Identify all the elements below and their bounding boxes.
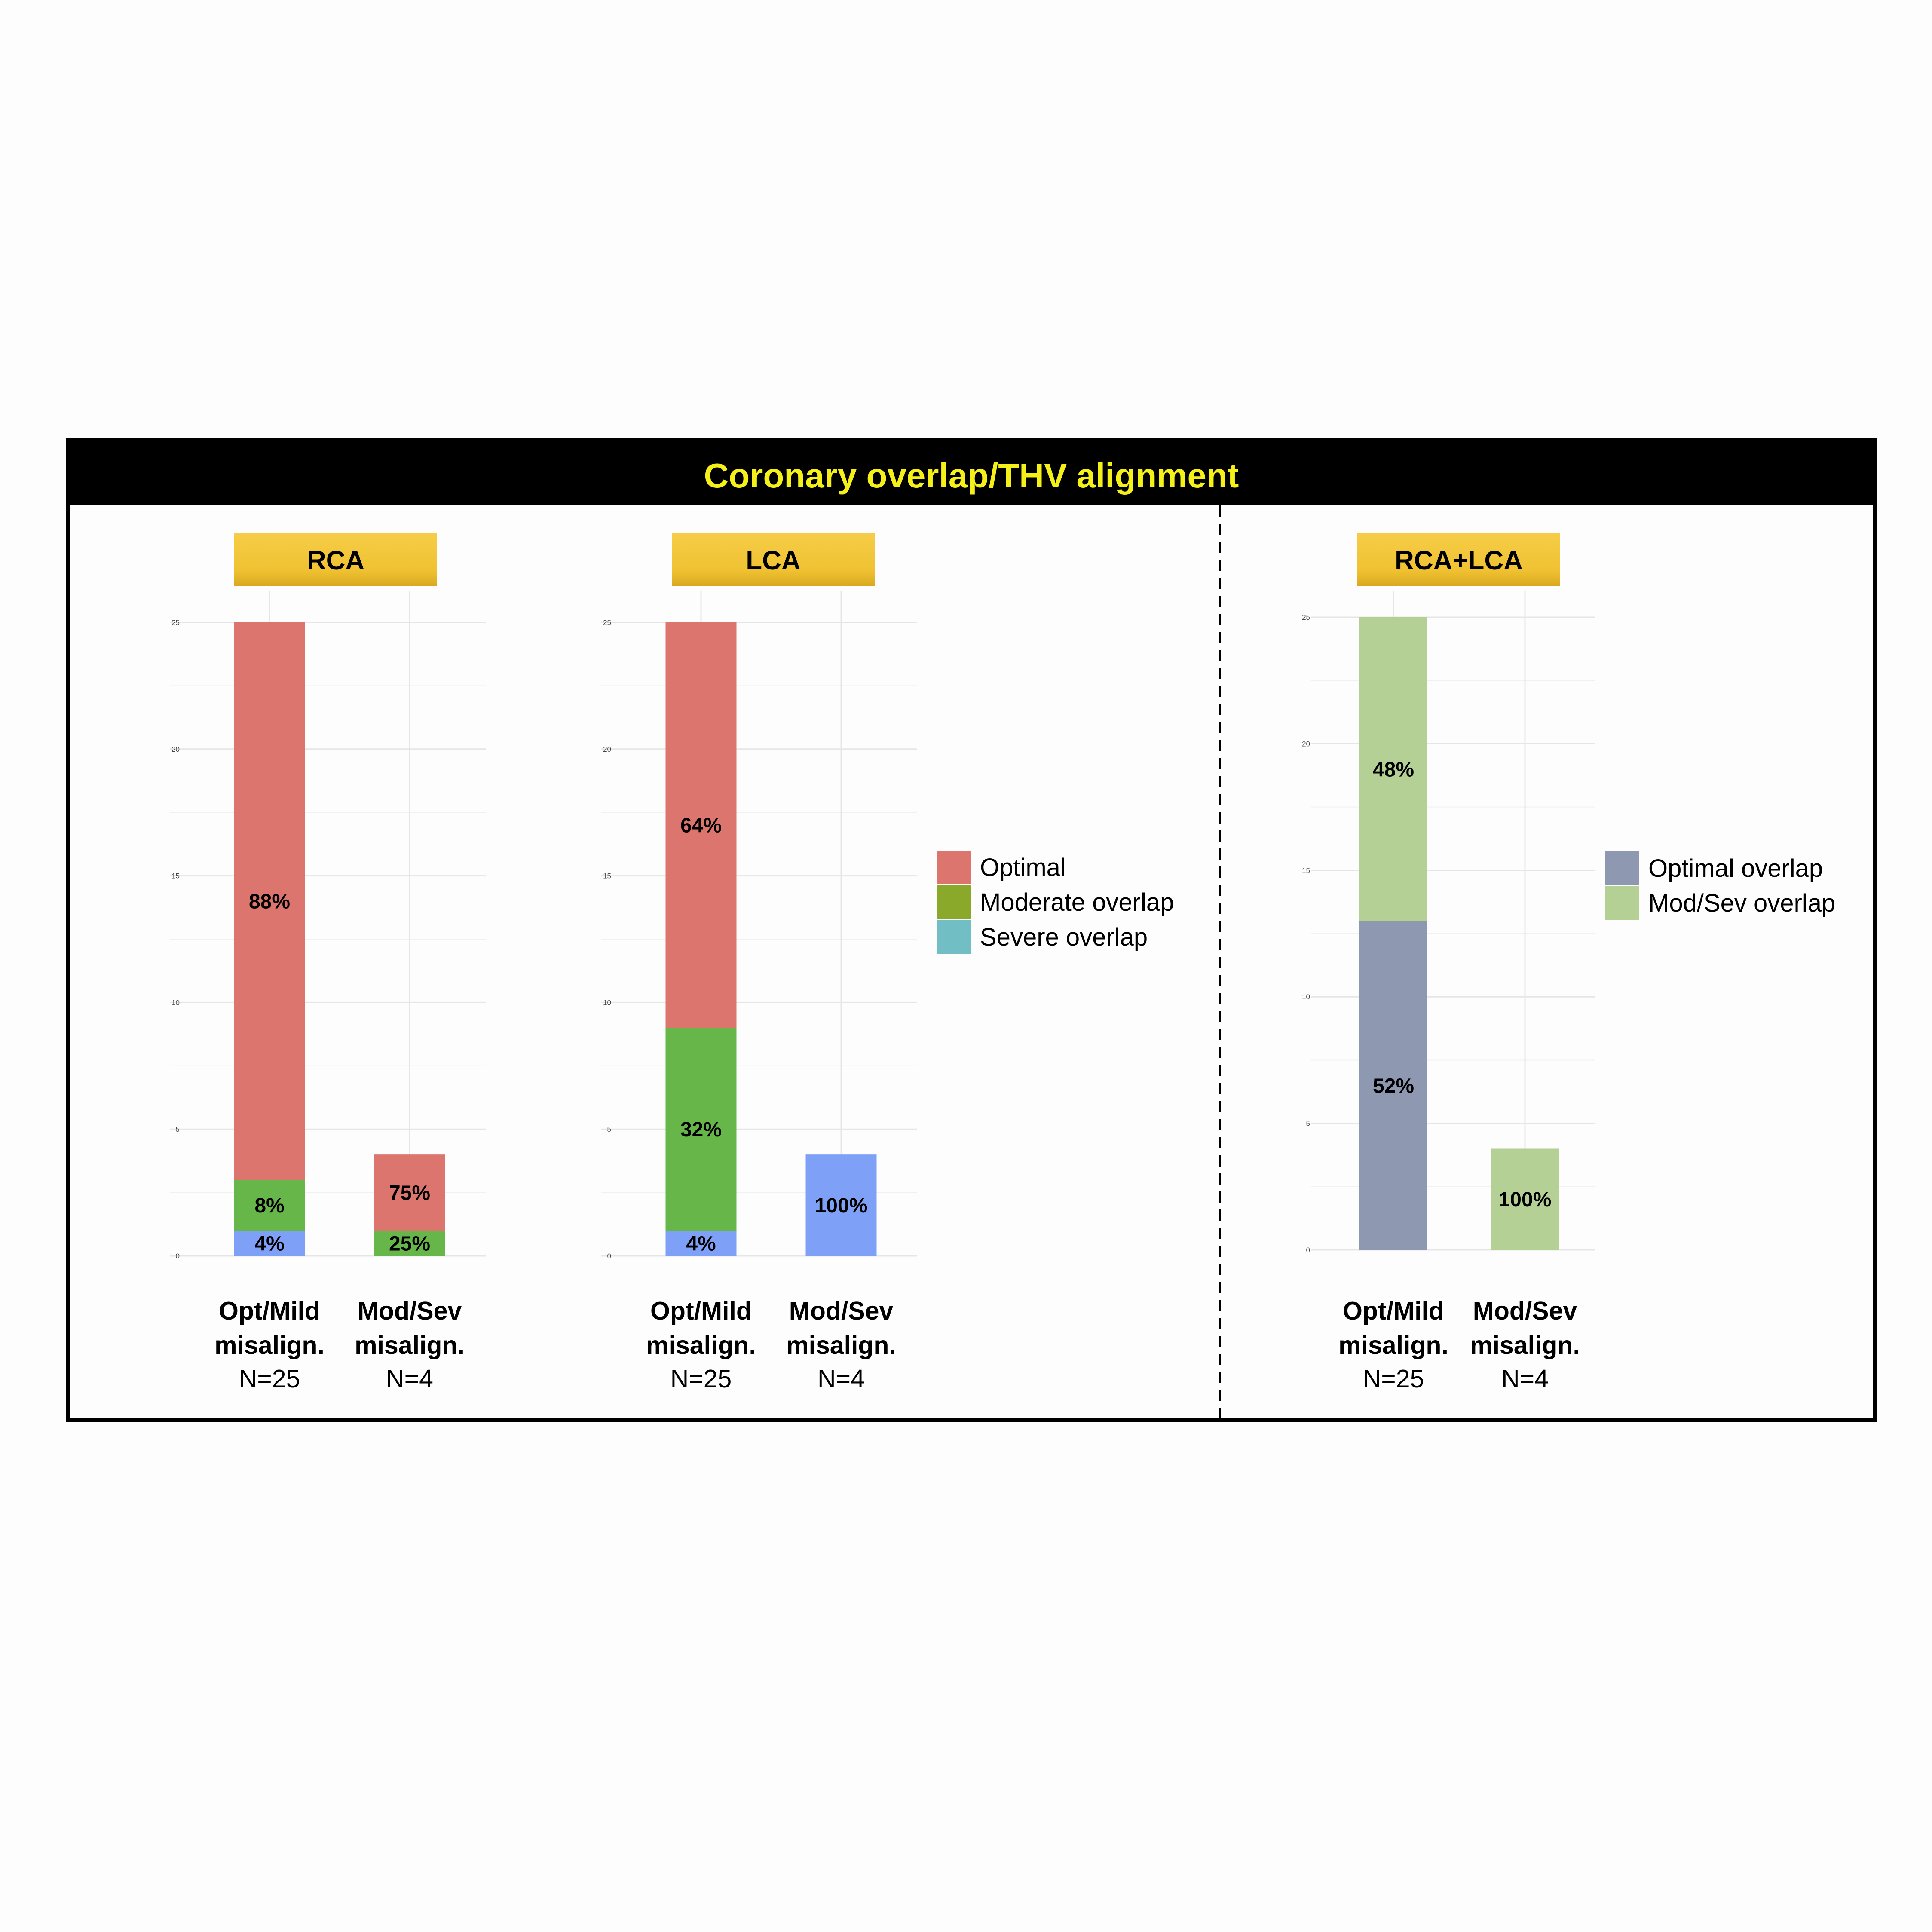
legend-label: Severe overlap — [980, 923, 1148, 951]
bar-data-label: 32% — [680, 1118, 722, 1142]
y-tick-label: 10 — [171, 998, 180, 1007]
bar-data-label: 64% — [680, 814, 722, 837]
y-tick-label: 20 — [603, 745, 611, 753]
legend-label: Optimal overlap — [1648, 854, 1823, 882]
chart-panel-rca — [170, 533, 486, 1393]
y-tick-label: 25 — [603, 618, 611, 627]
x-category-label: Mod/Sev — [357, 1297, 462, 1325]
bar-data-label: 100% — [1498, 1188, 1552, 1212]
y-tick-label: 20 — [1302, 740, 1310, 748]
x-category-label: misalign. — [1470, 1331, 1580, 1359]
x-category-n-label: N=25 — [1363, 1365, 1424, 1393]
x-category-label: misalign. — [214, 1331, 325, 1359]
legend-combined-overlap — [1605, 851, 1835, 920]
x-category-label: Opt/Mild — [219, 1297, 320, 1325]
y-tick-label: 25 — [171, 618, 180, 627]
bar-data-label: 4% — [686, 1232, 716, 1255]
y-tick-label: 5 — [607, 1125, 611, 1134]
bar-data-label: 75% — [389, 1182, 431, 1205]
legend-swatch — [937, 920, 971, 954]
x-category-label: misalign. — [786, 1331, 896, 1359]
y-tick-label: 10 — [603, 998, 611, 1007]
legend-swatch — [1605, 851, 1639, 885]
panel-title: RCA — [306, 546, 365, 576]
y-tick-label: 0 — [1306, 1246, 1310, 1254]
figure-title: Coronary overlap/THV alignment — [704, 456, 1239, 495]
frame-border — [68, 440, 1875, 1420]
x-category-label: misalign. — [1338, 1331, 1448, 1359]
bar-data-label: 8% — [254, 1194, 285, 1218]
legend-coronary-overlap — [937, 851, 1174, 954]
bar-data-label: 25% — [389, 1232, 431, 1255]
legend-swatch — [937, 851, 971, 884]
y-tick-label: 15 — [1302, 866, 1310, 875]
chart-panel-rca-lca — [1302, 533, 1595, 1393]
legend-swatch — [937, 885, 971, 919]
legend-label: Optimal — [980, 854, 1066, 882]
x-category-n-label: N=25 — [239, 1365, 300, 1393]
bar-data-label: 48% — [1372, 758, 1415, 781]
bar-data-label: 88% — [248, 890, 291, 913]
y-tick-label: 15 — [171, 872, 180, 880]
x-category-label: Mod/Sev — [789, 1297, 894, 1325]
y-tick-label: 5 — [1306, 1119, 1310, 1128]
panel-title: LCA — [746, 546, 801, 576]
bar-data-label: 4% — [254, 1232, 285, 1255]
y-tick-label: 0 — [175, 1252, 180, 1260]
x-category-label: Mod/Sev — [1473, 1297, 1577, 1325]
legend-label: Mod/Sev overlap — [1648, 889, 1836, 917]
x-category-label: misalign. — [355, 1331, 465, 1359]
x-category-label: Opt/Mild — [1343, 1297, 1444, 1325]
x-category-label: misalign. — [646, 1331, 756, 1359]
x-category-n-label: N=4 — [818, 1365, 865, 1393]
legend-label: Moderate overlap — [980, 888, 1174, 916]
chart-panel-lca — [601, 533, 917, 1393]
x-category-n-label: N=4 — [386, 1365, 433, 1393]
x-category-label: Opt/Mild — [650, 1297, 752, 1325]
y-tick-label: 10 — [1302, 993, 1310, 1001]
y-tick-label: 25 — [1302, 613, 1310, 622]
panel-title: RCA+LCA — [1395, 546, 1523, 576]
x-category-n-label: N=4 — [1501, 1365, 1549, 1393]
y-tick-label: 5 — [175, 1125, 180, 1134]
y-tick-label: 20 — [171, 745, 180, 753]
y-tick-label: 0 — [607, 1252, 611, 1260]
legend-swatch — [1605, 886, 1639, 920]
x-category-n-label: N=25 — [670, 1365, 732, 1393]
charts-layer — [170, 533, 1595, 1393]
bar-data-label: 100% — [814, 1194, 868, 1218]
bar-data-label: 52% — [1372, 1075, 1415, 1098]
y-tick-label: 15 — [603, 872, 611, 880]
